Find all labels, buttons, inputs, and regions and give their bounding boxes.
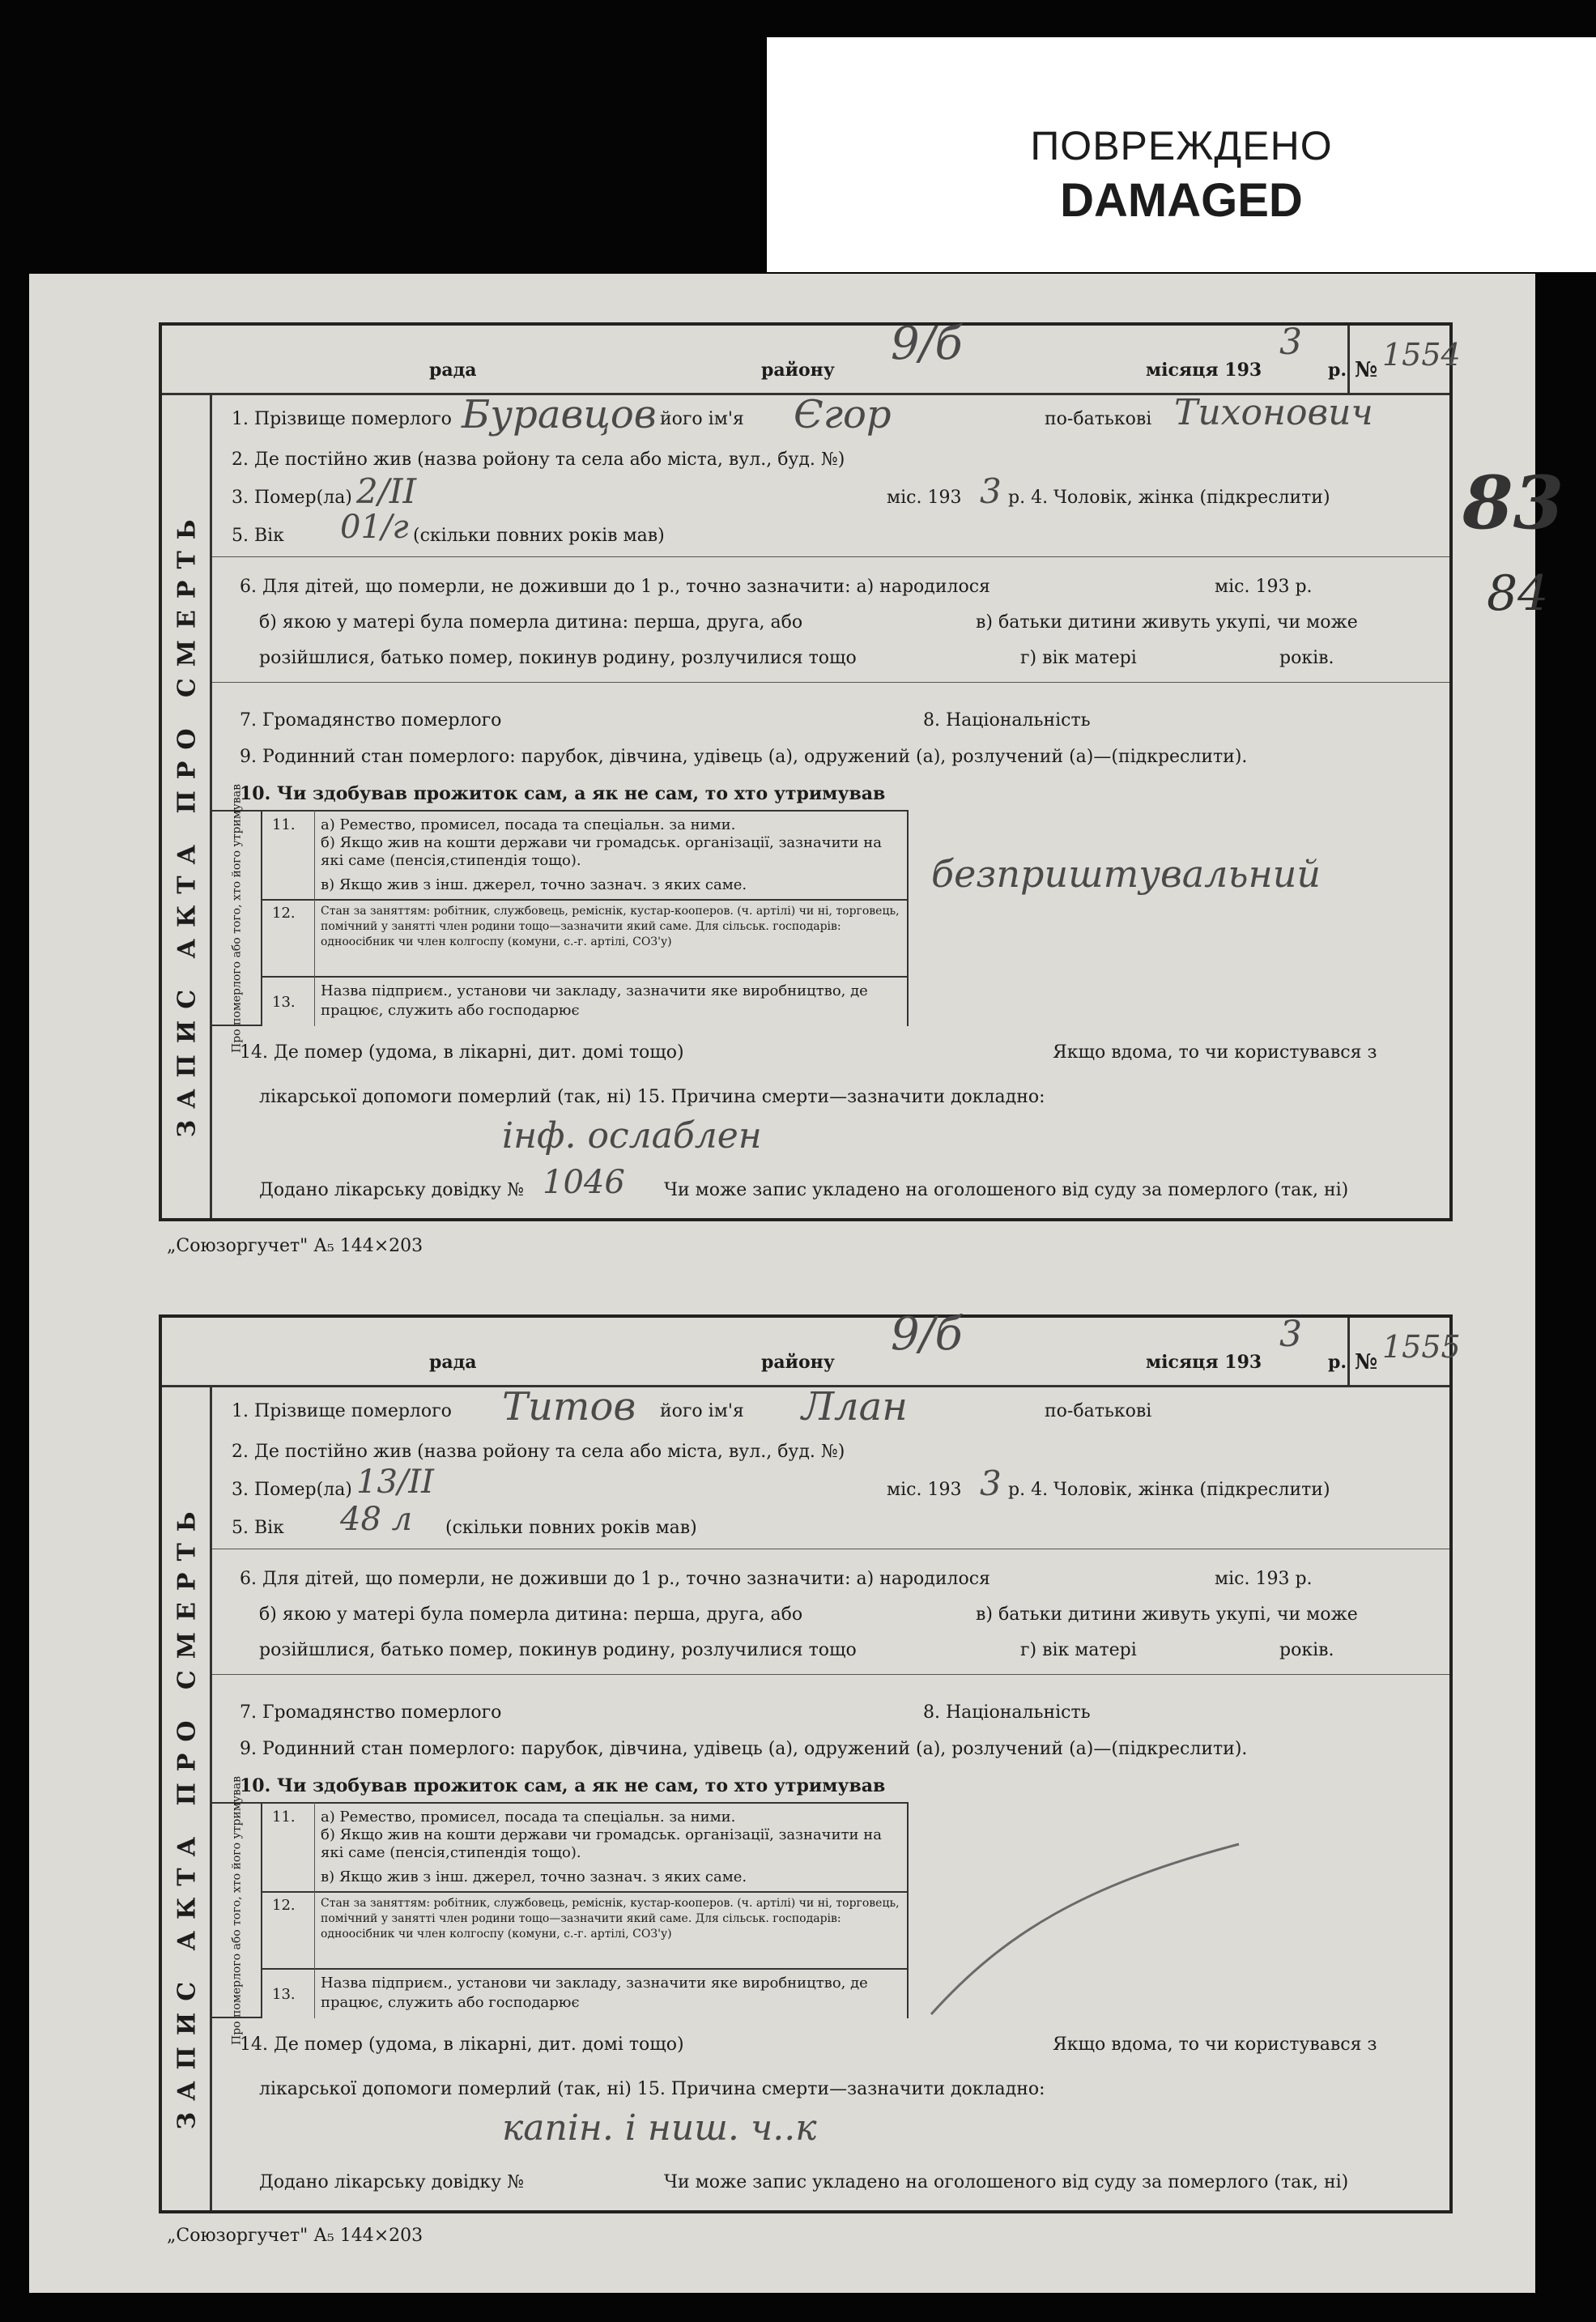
number-sign: № (1355, 1350, 1378, 1374)
line-6b-left: б) якою у матері була померла дитина: перша, друга, або (259, 1604, 803, 1625)
line-1-surname-label: 1. Прізвище померлого (232, 409, 452, 429)
death-year-handwritten: 3 (980, 471, 1002, 511)
line-8-nationality: 8. Національність (923, 710, 1091, 731)
surname-handwritten: Буравцов (462, 392, 657, 437)
vertical-title: ЗАПИС АКТА ПРО СМЕРТЬ (172, 508, 202, 1138)
header-month: місяця 193 (1146, 1352, 1262, 1373)
header-r: р. (1328, 1352, 1347, 1373)
line-3-sex-label: р. 4. Чоловік, жінка (підкреслити) (1008, 488, 1330, 508)
document-page (29, 274, 1564, 2293)
card-header (162, 317, 1461, 395)
item-11-num: 11. (272, 1809, 296, 1826)
card-2-footer: „Союзоргучет" А₅ 144×203 (167, 2226, 423, 2246)
line-1-name-label: його ім'я (660, 1401, 744, 1421)
line-6c-left: розійшлися, батько помер, покинув родину, розлучилися тощо (259, 648, 857, 668)
sidebar (162, 1387, 212, 2210)
line-1-patronymic-label: по-батькові (1045, 1401, 1152, 1421)
line-6c-right: років. (1279, 1640, 1334, 1660)
pen-stroke (907, 1836, 1247, 2022)
item-11c: в) Якщо жив з інш. джерел, точно зазнач. з яких саме. (321, 1868, 747, 1885)
cause-handwritten: інф. ослаблен (502, 1115, 762, 1157)
divider (212, 682, 1449, 683)
item-11b: б) Якщо жив на кошти держави чи громадськ. організації, зазначити на які саме (пенсія,стипендія тощо). (321, 1826, 882, 1861)
raion-handwritten: 9/б (891, 1308, 963, 1361)
divider (212, 1674, 1449, 1675)
line-9-marital: 9. Родинний стан померлого: парубок, дівчина, удівець (а), одружений (а), розлучений (а)—(підкреслити). (240, 747, 1248, 767)
line-1-name-label: його ім'я (660, 409, 744, 429)
line-1-surname-label: 1. Прізвище померлого (232, 1401, 452, 1421)
item-12-num: 12. (272, 905, 296, 922)
damaged-label-ua: ПОВРЕЖДЕНО (1030, 123, 1333, 168)
record-number-handwritten: 1554 (1382, 337, 1461, 373)
line-6b-left: б) якою у матері була померла дитина: перша, друга, або (259, 612, 803, 633)
line-2-residence-label: 2. Де постійно жив (назва ройону та села або міста, вул., буд. №) (232, 449, 845, 470)
cause-handwritten: капін. і ниш. ч..к (502, 2107, 817, 2149)
certificate-number-handwritten: 1046 (543, 1164, 625, 1201)
line-3-died-label: 3. Помер(ла) (232, 488, 352, 508)
name-handwritten: Ллан (802, 1384, 908, 1429)
line-7-citizenship: 7. Громадянство померлого (240, 1702, 502, 1723)
line-14-place: 14. Де помер (удома, в лікарні, дит. домі тощо) (240, 1042, 684, 1063)
line-3-sex-label: р. 4. Чоловік, жінка (підкреслити) (1008, 1480, 1330, 1500)
subsidebar-label: Про померлого або того, хто його утримував (230, 783, 244, 1053)
age-handwritten: 48 л (340, 1501, 413, 1538)
line-14-medical: Якщо вдома, то чи користувався з (1053, 2034, 1377, 2055)
item-13-num: 13. (272, 1986, 296, 2003)
line-8-nationality: 8. Національність (923, 1702, 1091, 1723)
line-5-age-note: (скільки повних років мав) (445, 1518, 697, 1538)
patronymic-handwritten: Тихонович (1174, 392, 1373, 433)
header-r: р. (1328, 360, 1347, 381)
death-year-handwritten: 3 (980, 1463, 1002, 1503)
line-15-cause-label: лікарської допомоги померлий (так, ні) 15. Причина смерти—зазначити докладно: (259, 2079, 1045, 2099)
header-raionu: району (761, 360, 835, 381)
item-12-text: Стан за заняттям: робітник, службовець, реміснік, кустар-кооперов. (ч. артілі) чи ні, торговець, помічний у занятті член родини тощо—зазначити який саме. Для сільськ. господарів: одноосібник чи член колгоспу (комуни, с.-г. артілі, СОЗ'у) (321, 1897, 900, 1941)
item-11a: а) Ремество, промисел, посада та спеціальн. за ними. (321, 816, 736, 833)
number-sign: № (1355, 358, 1378, 382)
record-number-box (1347, 326, 1461, 395)
occupation-subsidebar (212, 783, 262, 1053)
line-3-died-label: 3. Помер(ла) (232, 1480, 352, 1500)
subsidebar-label: Про померлого або того, хто його утримував (230, 1775, 244, 2045)
record-number-box (1347, 1318, 1461, 1387)
damaged-label-en: DAMAGED (1060, 174, 1303, 227)
occupation-block-top (262, 1802, 909, 1804)
line-6a-month: міс. 193 р. (1215, 1569, 1313, 1589)
line-6b-right: в) батьки дитини живуть укупі, чи може (976, 612, 1358, 633)
surname-handwritten: Титов (502, 1384, 636, 1429)
death-record-card-2 (159, 1308, 1461, 2213)
occupation-num-col (314, 1802, 315, 2018)
line-14-place: 14. Де помер (удома, в лікарні, дит. домі тощо) (240, 2034, 684, 2055)
line-5-age-label: 5. Вік (232, 1518, 284, 1538)
line-10-support: 10. Чи здобував прожиток сам, а як не сам, то хто утримував (240, 1775, 886, 1796)
line-1-patronymic-label: по-батькові (1045, 409, 1152, 429)
line-9-marital: 9. Родинний стан померлого: парубок, дівчина, удівець (а), одружений (а), розлучений (а)—(підкреслити). (240, 1739, 1248, 1759)
occupation-block-row (262, 976, 909, 978)
item-12-text: Стан за заняттям: робітник, службовець, реміснік, кустар-кооперов. (ч. артілі) чи ні, торговець, помічний у занятті член родини тощо—зазначити який саме. Для сільськ. господарів: одноосібник чи член колгоспу (комуни, с.-г. артілі, СОЗ'у) (321, 905, 900, 948)
line-6a: 6. Для дітей, що померли, не доживши до 1 р., точно зазначити: а) народилося (240, 577, 990, 597)
occupation-num-col (314, 810, 315, 1026)
occupation-block-border (907, 810, 909, 1026)
line-6c-mid: г) вік матері (1020, 648, 1137, 668)
header-rada: рада (429, 360, 477, 381)
occupation-block-top (262, 810, 909, 812)
item-13-text: Назва підприєм., установи чи закладу, зазначити яке виробництво, де працює, служить або господарює (321, 1975, 868, 2011)
vertical-title: ЗАПИС АКТА ПРО СМЕРТЬ (172, 1500, 202, 2130)
line-10-support: 10. Чи здобував прожиток сам, а як не сам, то хто утримував (240, 783, 886, 804)
line-16-court: Чи може запис укладено на оголошеного від суду за померлого (так, ні) (664, 2172, 1349, 2192)
death-date-handwritten: 13/ІІ (356, 1463, 434, 1501)
line-6b-right: в) батьки дитини живуть укупі, чи може (976, 1604, 1358, 1625)
item-11b: б) Якщо жив на кошти держави чи громадськ. організації, зазначити на які саме (пенсія,стипендія тощо). (321, 834, 882, 869)
month-handwritten: 3 (1279, 322, 1302, 363)
line-5-age-label: 5. Вік (232, 526, 284, 546)
card-header (162, 1308, 1461, 1387)
line-6c-mid: г) вік матері (1020, 1640, 1137, 1660)
sidebar (162, 395, 212, 1218)
occupation-block-row (262, 899, 909, 901)
line-6a-month: міс. 193 р. (1215, 577, 1313, 597)
item-11a: а) Ремество, промисел, посада та спеціальн. за ними. (321, 1809, 736, 1826)
damaged-label (767, 37, 1596, 272)
means-handwritten: безприштувальний (931, 852, 1321, 896)
line-3-month-label: міс. 193 (887, 1480, 962, 1500)
raion-handwritten: 9/б (891, 317, 963, 370)
age-handwritten: 01/г (340, 509, 409, 546)
header-rada: рада (429, 1352, 477, 1373)
margin-note-b: 84 (1487, 565, 1549, 622)
line-14-medical: Якщо вдома, то чи користувався з (1053, 1042, 1377, 1063)
name-handwritten: Єгор (794, 392, 892, 437)
line-7-citizenship: 7. Громадянство померлого (240, 710, 502, 731)
line-6a: 6. Для дітей, що померли, не доживши до 1 р., точно зазначити: а) народилося (240, 1569, 990, 1589)
item-11-num: 11. (272, 816, 296, 833)
record-number-handwritten: 1555 (1382, 1329, 1461, 1365)
death-date-handwritten: 2/ІІ (356, 471, 417, 511)
line-5-age-note: (скільки повних років мав) (413, 526, 665, 546)
item-11c: в) Якщо жив з інш. джерел, точно зазнач. з яких саме. (321, 876, 747, 893)
margin-note-a: 83 (1462, 460, 1564, 546)
occupation-block-row (262, 1968, 909, 1970)
divider (212, 556, 1449, 557)
item-12-num: 12. (272, 1897, 296, 1914)
death-record-card-1 (159, 317, 1461, 1221)
month-handwritten: 3 (1279, 1314, 1302, 1355)
line-16-certificate: Додано лікарську довідку № (259, 2172, 524, 2192)
line-16-certificate: Додано лікарську довідку № (259, 1180, 524, 1200)
card-1-footer: „Союзоргучет" А₅ 144×203 (167, 1236, 423, 1256)
occupation-subsidebar (212, 1775, 262, 2045)
line-3-month-label: міс. 193 (887, 488, 962, 508)
line-16-court: Чи може запис укладено на оголошеного від суду за померлого (так, ні) (664, 1180, 1349, 1200)
line-6c-left: розійшлися, батько помер, покинув родину, розлучилися тощо (259, 1640, 857, 1660)
occupation-block-row (262, 1891, 909, 1893)
header-raionu: району (761, 1352, 835, 1373)
item-13-num: 13. (272, 994, 296, 1011)
item-13-text: Назва підприєм., установи чи закладу, зазначити яке виробництво, де працює, служить або господарює (321, 982, 868, 1019)
line-2-residence-label: 2. Де постійно жив (назва ройону та села або міста, вул., буд. №) (232, 1442, 845, 1462)
line-6c-right: років. (1279, 648, 1334, 668)
line-15-cause-label: лікарської допомоги померлий (так, ні) 15. Причина смерти—зазначити докладно: (259, 1087, 1045, 1107)
header-month: місяця 193 (1146, 360, 1262, 381)
